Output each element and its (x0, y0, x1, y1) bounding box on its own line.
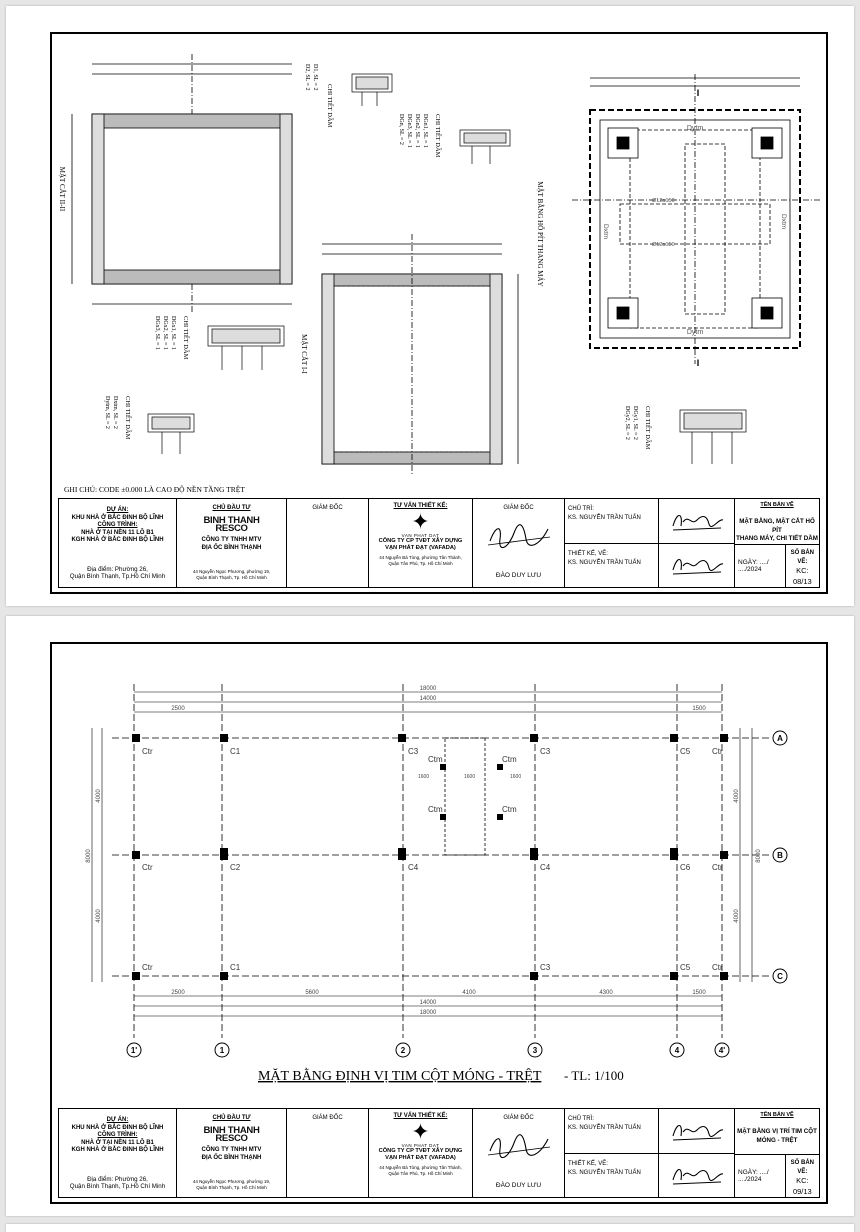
designer-signature (669, 552, 725, 578)
owner-cell (177, 1109, 287, 1197)
location-line-2: Quận Bình Thạnh, Tp.Hồ Chí Minh (69, 573, 166, 581)
owner-logo: BINH THANH RESCO (203, 515, 260, 534)
col-label: Ctr (142, 747, 153, 756)
dim-left-2: 4000 (96, 909, 102, 923)
beam-detail-a-title: CHI TIẾT DẦM (326, 84, 333, 128)
owner-addr-1: 44 Nguyễn Ngọc Phương, phường 19, (192, 1179, 271, 1185)
plan-title: MẶT BẰNG ĐỊNH VỊ TIM CỘT MÓNG - TRỆT (258, 1069, 542, 1084)
col-label: Ctr (712, 747, 723, 756)
work-head: CÔNG TRÌNH: (97, 1132, 138, 1138)
consultant-name-2: VẠN PHÁT ĐẠT (VAFADA) (385, 1155, 456, 1162)
beam-c-item-1: DGx1, SL = 1 (170, 316, 176, 350)
consultant-brand: VAN PHAT DAT (401, 533, 440, 538)
col-label: C5 (680, 963, 691, 972)
owner-addr-2: Quận Bình Thạnh, Tp. Hồ Chí Minh (196, 1185, 267, 1191)
sheet-name-2: MÓNG - TRỆT (756, 1136, 798, 1144)
col-label: C2 (230, 863, 241, 872)
axis-labels (131, 734, 783, 1055)
sheet-name-1: MẶT BẰNG, MẶT CẮT HỐ PÍT (739, 518, 815, 534)
col-label: C3 (540, 747, 551, 756)
axis-x-label: 4 (674, 1046, 680, 1055)
director-cell-2 (473, 1109, 565, 1197)
chief-signature (669, 508, 725, 534)
consultant-addr-1: 44 Nguyễn Bá Tòng, phường Tân Thành, (379, 554, 462, 560)
consultant-name-2: VẠN PHÁT ĐẠT (VAFADA) (385, 545, 456, 552)
section-mark-bottom: I (696, 358, 700, 368)
section-i-drawing (322, 234, 518, 474)
owner-name-2: ĐỊA ỐC BÌNH THẠNH (201, 1154, 262, 1161)
work-line-2: KGH NHÀ Ở BẮC ĐINH BỘ LĨNH (71, 1147, 164, 1153)
owner-addr-1: 44 Nguyễn Ngọc Phương, phường 19, (192, 569, 271, 575)
axis-y-label: A (777, 734, 783, 743)
director-signature (484, 519, 554, 553)
pit-dytm-top: Dytm (686, 125, 704, 132)
consultant-logo-icon: ✦ (411, 1119, 430, 1144)
people-cell (565, 499, 659, 587)
beam-detail-b-title: CHI TIẾT DẦM (434, 114, 441, 158)
dim-top-part-2: 1500 (692, 706, 706, 712)
dim-right-2: 4000 (734, 909, 740, 923)
project-cell (59, 499, 177, 587)
col-label: C5 (680, 747, 691, 756)
consultant-addr-2: Quận Tân Phú, Tp. Hồ Chí Minh (388, 560, 453, 566)
dim-top-part-1: 2500 (171, 706, 185, 712)
owner-name-2: ĐỊA ỐC BÌNH THẠNH (201, 544, 262, 551)
beam-c-item-2: DGx2, SL = 1 (162, 316, 168, 350)
chief-signature (669, 1118, 725, 1144)
beam-detail-d-title: CHI TIẾT DẦM (124, 396, 131, 440)
dim-top-inner: 14000 (419, 696, 437, 702)
beam-d-item-1: Dxtm, SL = 2 (112, 396, 118, 429)
dim-bottom-part-4: 4300 (599, 990, 613, 996)
beam-b-item-3: DGn3, SL = 1 (406, 114, 412, 148)
director-signature (484, 1129, 554, 1163)
dim-bottom-part-2: 5600 (305, 990, 319, 996)
owner-head: CHỦ ĐẦU TƯ (212, 1115, 251, 1121)
signature-cell (659, 1109, 735, 1197)
sheet-date: NGÀY: ..../ ..../2024 (735, 545, 786, 587)
col-label: C3 (540, 963, 551, 972)
sheet-no: KC: 08/13 (792, 566, 812, 586)
beam-a-item-2: D2, SL = 2 (304, 64, 310, 91)
beam-detail-c-title: CHI TIẾT DẦM (182, 316, 189, 360)
dim-top-total: 18000 (419, 686, 437, 692)
director-label-2: GIÁM ĐỐC (503, 505, 534, 511)
sheet-frame (50, 32, 828, 594)
plan-scale: - TL: 1/100 (564, 1068, 624, 1083)
sheet-title-cell (735, 499, 819, 587)
pit-dytm-bottom: Dytm (686, 329, 704, 336)
people-cell (565, 1109, 659, 1197)
beam-d-item-2: Dytm, SL = 2 (104, 396, 110, 429)
dim-right-1: 4000 (734, 789, 740, 803)
director-name-2: ĐÀO DUY LƯU (495, 1182, 542, 1189)
title-block (58, 498, 820, 588)
structural-drawing (52, 34, 826, 496)
chief-name: KS. NGUYỄN TRẦN TUẤN (568, 515, 641, 521)
project-head: DỰ ÁN: (106, 1117, 129, 1123)
beam-b-item-4: DGn, SL = 2 (398, 114, 404, 145)
location-line-1: Địa điểm: Phường 26, (87, 565, 148, 573)
consultant-head: TƯ VẤN THIẾT KẾ: (393, 503, 448, 509)
owner-name-1: CÔNG TY TNHH MTV (201, 537, 262, 543)
section-ii-label: MẶT CẮT II-II (58, 166, 66, 212)
column-labels (142, 747, 723, 972)
project-name: KHU NHÀ Ở BẮC ĐINH BỘ LĨNH (71, 1124, 164, 1131)
col-label: C4 (408, 863, 419, 872)
director-label-1: GIÁM ĐỐC (312, 1115, 343, 1121)
col-label: C1 (230, 963, 241, 972)
consultant-addr-1: 44 Nguyễn Bá Tòng, phường Tân Thành, (379, 1164, 462, 1170)
beam-detail-c (208, 326, 284, 370)
col-label: Ctm (502, 755, 517, 764)
ctm-dim: 1600 (464, 774, 476, 780)
sheet-name-2: THANG MÁY, CHI TIẾT DẦM (736, 535, 818, 543)
dim-bottom-part-5: 1500 (692, 990, 706, 996)
dimension-lines (92, 692, 752, 1016)
chief-label: CHỦ TRÌ: (568, 506, 594, 512)
axis-bubbles (127, 731, 787, 1057)
director-cell-2 (473, 499, 565, 587)
designer-label: THIẾT KẾ, VẼ: (568, 1160, 608, 1167)
beam-detail-e (680, 410, 746, 464)
sheet-no: KC: 09/13 (792, 1176, 812, 1196)
axis-x-label: 2 (400, 1046, 406, 1055)
owner-cell (177, 499, 287, 587)
axis-x-label: 1 (219, 1046, 225, 1055)
axis-x-label: 1' (130, 1046, 138, 1055)
beam-detail-a (352, 74, 392, 106)
sheet-name-1: MẶT BẰNG VỊ TRÍ TIM CỘT (737, 1128, 817, 1135)
consultant-name-1: CÔNG TY CP TVĐT XÂY DỰNG (378, 538, 463, 544)
consultant-cell (369, 1109, 473, 1197)
project-head: DỰ ÁN: (106, 507, 129, 513)
beam-a-item-1: D1, SL = 2 (312, 64, 318, 91)
col-label: C6 (680, 863, 691, 872)
section-i-label: MẶT CẮT I-I (300, 334, 308, 374)
chief-label: CHỦ TRÌ: (568, 1116, 594, 1122)
consultant-addr-2: Quận Tân Phú, Tp. Hồ Chí Minh (388, 1170, 453, 1176)
consultant-brand: VAN PHAT DAT (401, 1143, 440, 1148)
sheet-name-head: TÊN BẢN VẼ (760, 502, 794, 508)
axis-y-label: C (777, 972, 783, 981)
col-label: Ctr (142, 963, 153, 972)
consultant-head: TƯ VẤN THIẾT KẾ: (393, 1113, 448, 1119)
sheet-frame (50, 642, 828, 1204)
column-layout-drawing (52, 644, 826, 1106)
col-label: Ctr (712, 863, 723, 872)
designer-name: KS. NGUYỄN TRẦN TUẤN (568, 1169, 641, 1176)
pit-plan-label: MẶT BẰNG HỐ PÍT THANG MÁY (536, 181, 544, 287)
dim-bottom-total: 18000 (419, 1010, 437, 1016)
work-line-1: NHÀ Ở TẠI NỀN 11 LÔ B1 (81, 529, 154, 536)
signature-cell (659, 499, 735, 587)
dim-bottom-part-1: 2500 (171, 990, 185, 996)
col-label: Ctm (502, 805, 517, 814)
pit-rebar-1: Ø12a150 (652, 198, 675, 204)
sheet-no-label: SỐ BẢN VẼ: (790, 550, 814, 565)
consultant-cell (369, 499, 473, 587)
project-cell (59, 1109, 177, 1197)
columns (132, 734, 728, 980)
drawing-sheet-2 (6, 616, 854, 1216)
dim-left-total: 8000 (86, 849, 92, 863)
owner-addr-2: Quận Bình Thạnh, Tp. Hồ Chí Minh (196, 575, 267, 581)
dim-bottom-part-3: 4100 (462, 990, 476, 996)
beam-b-item-2: DGn2, SL = 1 (414, 114, 420, 148)
col-label: C4 (540, 863, 551, 872)
project-name: KHU NHÀ Ở BẮC ĐINH BỘ LĨNH (71, 514, 164, 521)
sheet-name-head: TÊN BẢN VẼ (760, 1112, 794, 1118)
col-label: Ctr (712, 963, 723, 972)
sheet-date: NGÀY: ..../ ..../2024 (735, 1155, 786, 1197)
col-label: Ctm (428, 805, 443, 814)
col-label: C1 (230, 747, 241, 756)
owner-logo: BINH THANH RESCO (203, 1125, 260, 1144)
director-cell-1 (287, 1109, 369, 1197)
chief-name: KS. NGUYỄN TRẦN TUẤN (568, 1125, 641, 1131)
drawing-sheet-3-partial (6, 1224, 854, 1232)
ctm-dims (418, 774, 521, 780)
work-line-2: KGH NHÀ Ở BẮC ĐINH BỘ LĨNH (71, 537, 164, 543)
dim-left-1: 4000 (96, 789, 102, 803)
director-label-1: GIÁM ĐỐC (312, 505, 343, 511)
ctm-dim: 1600 (418, 774, 430, 780)
location-line-2: Quận Bình Thạnh, Tp.Hồ Chí Minh (69, 1183, 166, 1191)
section-mark-top: I (696, 88, 700, 98)
axis-x-label: 3 (532, 1046, 538, 1055)
axis-x-label: 4' (718, 1046, 726, 1055)
ctm-dim: 1600 (510, 774, 522, 780)
director-name-2: ĐÀO DUY LƯU (495, 572, 542, 579)
consultant-name-1: CÔNG TY CP TVĐT XÂY DỰNG (378, 1148, 463, 1154)
sheet-title-cell (735, 1109, 819, 1197)
general-note: GHI CHÚ: CODE ±0.000 LÀ CAO ĐỘ NỀN TẦNG TRỆT (64, 485, 245, 494)
location-line-1: Địa điểm: Phường 26, (87, 1175, 148, 1183)
work-head: CÔNG TRÌNH: (97, 522, 138, 528)
designer-name: KS. NGUYỄN TRẦN TUẤN (568, 559, 641, 566)
owner-head: CHỦ ĐẦU TƯ (212, 505, 251, 511)
section-ii-drawing (72, 54, 292, 314)
consultant-logo-icon: ✦ (411, 509, 430, 534)
beam-e-item-2: DGy2, SL = 2 (624, 406, 630, 440)
owner-name-1: CÔNG TY TNHH MTV (201, 1147, 262, 1153)
dim-right-total: 8000 (756, 849, 762, 863)
col-label: Ctm (428, 755, 443, 764)
beam-detail-e-title: CHI TIẾT DẦM (644, 406, 651, 450)
beam-e-item-1: DGy1, SL = 2 (632, 406, 638, 440)
axis-y-label: B (777, 851, 783, 860)
col-label: C3 (408, 747, 419, 756)
column-plan-svg (52, 644, 826, 1106)
beam-detail-b (460, 130, 510, 164)
beam-b-item-1: DGn1, SL = 1 (422, 114, 428, 148)
designer-label: THIẾT KẾ, VẼ: (568, 550, 608, 557)
director-label-2: GIÁM ĐỐC (503, 1115, 534, 1121)
col-label: Ctr (142, 863, 153, 872)
sheet-no-label: SỐ BẢN VẼ: (790, 1160, 814, 1175)
pit-outline (445, 738, 485, 855)
title-block (58, 1108, 820, 1198)
work-line-1: NHÀ Ở TẠI NỀN 11 LÔ B1 (81, 1139, 154, 1146)
beam-c-item-3: DGx3, SL = 1 (154, 316, 160, 350)
section-drawings-svg (52, 34, 826, 496)
director-cell-1 (287, 499, 369, 587)
pit-dxtm-right: Dxtm (780, 214, 787, 230)
drawing-sheet-1 (6, 6, 854, 606)
beam-detail-d (148, 414, 194, 454)
designer-signature (669, 1162, 725, 1188)
pit-dxtm-left: Dxtm (602, 224, 609, 240)
dim-bottom-inner: 14000 (419, 1000, 437, 1006)
pit-rebar-2: Ø12a150 (652, 242, 675, 248)
